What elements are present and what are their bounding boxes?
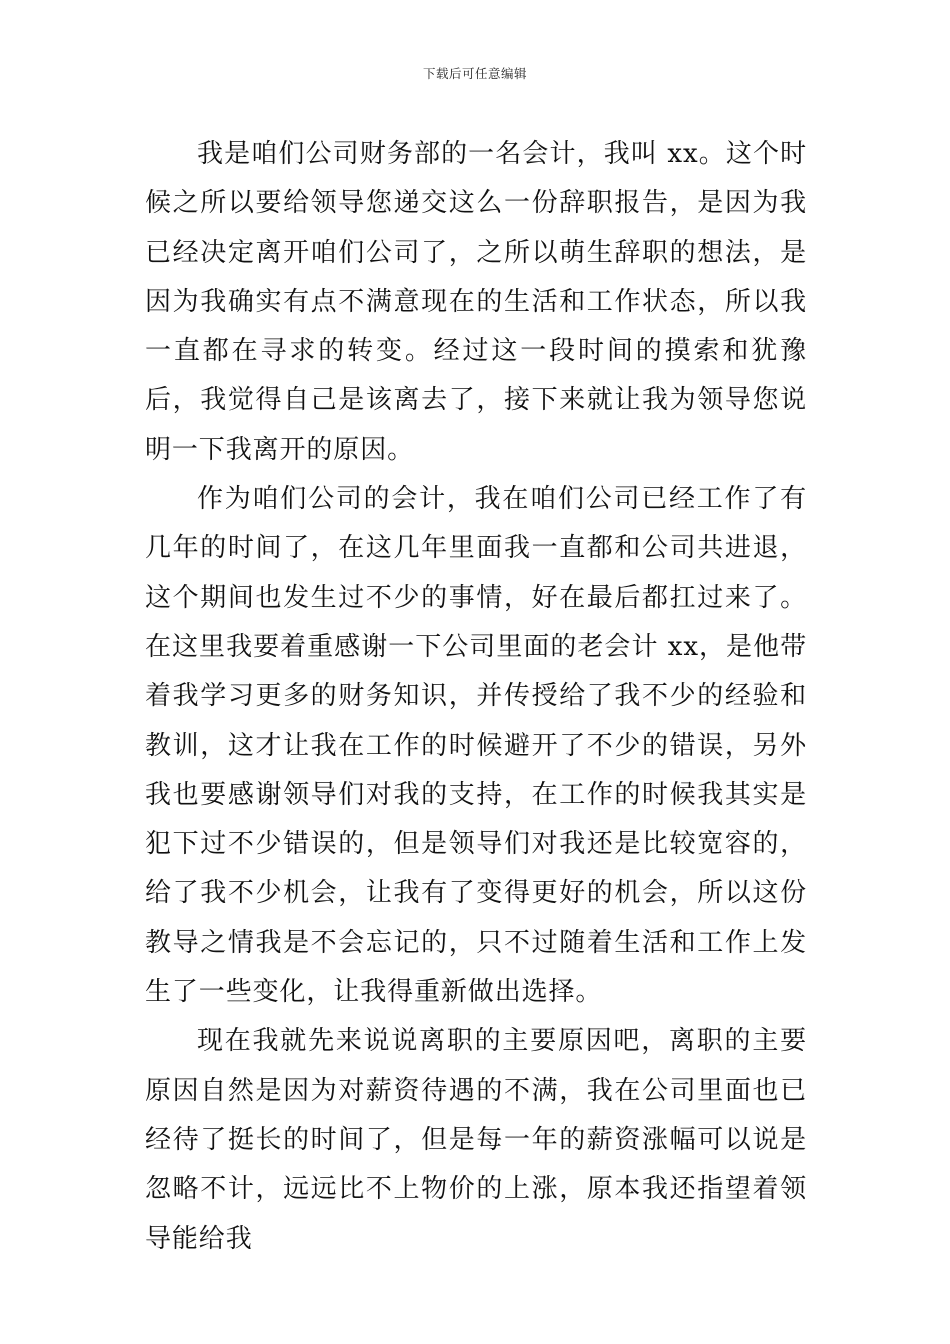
- page-header: 下载后可任意编辑: [422, 66, 527, 81]
- paragraph-1: 我是咱们公司财务部的一名会计，我叫 xx。这个时候之所以要给领导您递交这么一份辞职报告，是因为我已经决定离开咱们公司了，之所以萌生辞职的想法，是因为我确实有点不满意现在的生活和工作状态，所以我一直都在寻求的转变。经过这一段时间的摸索和犹豫后，我觉得自己是该离去了，接下来就让我为领导您说明一下我离开的原因。: [145, 139, 807, 465]
- document-body: [145, 130, 807, 1264]
- paragraph-3: 现在我就先来说说离职的主要原因吧，离职的主要原因自然是因为对薪资待遇的不满，我在公司里面也已经待了挺长的时间了，但是每一年的薪资涨幅可以说是忽略不计，远远比不上物价的上涨，原本我还指望着领导能给我: [145, 1026, 807, 1254]
- paragraph-2: 作为咱们公司的会计，我在咱们公司已经工作了有几年的时间了，在这几年里面我一直都和公司共进退，这个期间也发生过不少的事情，好在最后都扛过来了。在这里我要着重感谢一下公司里面的老会计 xx，是他带着我学习更多的财务知识，并传授给了我不少的经验和教训，这才让我在工作的时候避开了不少的错误，另外我也要感谢领导们对我的支持，在工作的时候我其实是犯下过不少错误的，但是领导们对我还是比较宽容的，给了我不少机会，让我有了变得更好的机会，所以这份教导之情我是不会忘记的，只不过随着生活和工作上发生了一些变化，让我得重新做出选择。: [145, 484, 807, 1008]
